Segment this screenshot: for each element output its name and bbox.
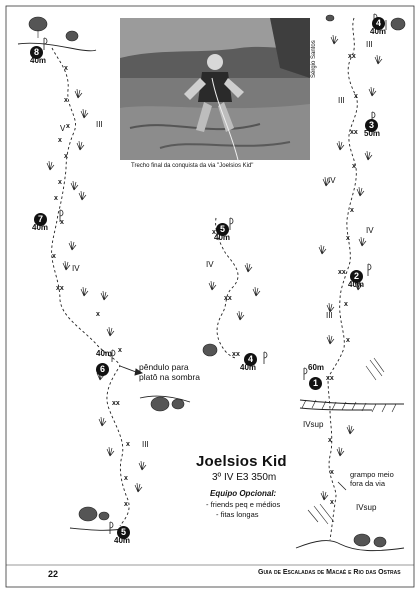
photo-caption: Trecho final da conquista da via "Joelsios Kid" bbox=[131, 163, 254, 169]
climber-photo bbox=[120, 18, 310, 160]
route-grade-summary: 3º IV E3 350m bbox=[212, 472, 277, 483]
bolt-mark: x bbox=[64, 65, 68, 72]
note-line: fora da via bbox=[350, 479, 386, 488]
belay-distance: 50m bbox=[364, 129, 381, 138]
grade-label: III bbox=[326, 311, 333, 320]
bolt-mark: x bbox=[66, 123, 70, 130]
bolt-mark: x bbox=[346, 235, 350, 242]
bolt-mark: x bbox=[344, 301, 348, 308]
grade-label: III bbox=[366, 40, 373, 49]
grade-label: III bbox=[338, 96, 345, 105]
belay-number: 4 bbox=[372, 17, 385, 30]
bolt-note bbox=[350, 470, 394, 488]
bolt-mark: x bbox=[328, 437, 332, 444]
bolt-mark: xx bbox=[326, 375, 334, 382]
belay-number: 8 bbox=[30, 46, 43, 59]
grade-label: IV bbox=[366, 226, 374, 235]
belay-number: 5 bbox=[216, 223, 229, 236]
belay-number: 4 bbox=[244, 353, 257, 366]
bolt-mark: x bbox=[58, 179, 62, 186]
belay-distance: 40m bbox=[30, 56, 47, 65]
grade-label: V bbox=[60, 124, 66, 133]
bolt-mark: x bbox=[212, 229, 216, 236]
bolt-mark: x bbox=[126, 441, 130, 448]
belay-number: 2 bbox=[350, 270, 363, 283]
bolt-mark: x bbox=[330, 469, 334, 476]
bolt-mark: xx bbox=[56, 285, 64, 292]
bolt-mark: x bbox=[236, 351, 240, 358]
belay-number: 1 bbox=[309, 377, 322, 390]
bolt-mark: x bbox=[352, 163, 356, 170]
bolt-mark: x bbox=[58, 137, 62, 144]
bolt-mark: x bbox=[330, 499, 334, 506]
belay-distance: 40m bbox=[214, 233, 231, 242]
belay-distance: 40m bbox=[348, 280, 365, 289]
belay-number: 3 bbox=[365, 119, 378, 132]
belay-distance: 40m bbox=[240, 363, 257, 372]
bolt-mark: xx bbox=[350, 129, 358, 136]
note-line: platô na sombra bbox=[139, 372, 200, 382]
bolt-mark: x bbox=[54, 195, 58, 202]
bolt-mark: x bbox=[118, 347, 122, 354]
belay-distance: 60m bbox=[308, 363, 325, 372]
bolt-mark: x bbox=[124, 501, 128, 508]
route-title: Joelsios Kid bbox=[196, 453, 287, 470]
belay-1 bbox=[309, 373, 322, 391]
grade-label: IVsup bbox=[303, 420, 324, 429]
grade-label: III bbox=[96, 120, 103, 129]
belay-number: 7 bbox=[34, 213, 47, 226]
bolt-mark: xx bbox=[348, 53, 356, 60]
bolt-mark: xx bbox=[338, 269, 346, 276]
equipment-item: - friends peq e médios bbox=[206, 500, 281, 509]
grade-label: IV bbox=[328, 176, 336, 185]
photo-illustration bbox=[120, 18, 310, 160]
guide-title: Guia de Escaladas de Macaé e Rio das Ostras bbox=[258, 569, 401, 576]
belay-distance: 40m bbox=[370, 27, 387, 36]
note-line: pêndulo para bbox=[139, 362, 189, 372]
page-number: 22 bbox=[48, 569, 59, 579]
bolt-mark: x bbox=[124, 475, 128, 482]
bolt-mark: x bbox=[52, 253, 56, 260]
bolt-note-arrow bbox=[338, 482, 346, 490]
belay-number: 5 bbox=[117, 526, 130, 539]
bolt-mark: xx bbox=[112, 400, 120, 407]
belay-number: 6 bbox=[96, 363, 109, 376]
bolt-mark: x bbox=[64, 153, 68, 160]
note-line: grampo meio bbox=[350, 470, 394, 479]
grade-label: IV bbox=[72, 264, 80, 273]
equipment-heading: Equipo Opcional: bbox=[210, 489, 277, 498]
grade-label: IV bbox=[206, 260, 214, 269]
bolt-mark: x bbox=[350, 207, 354, 214]
belay-distance: 40m bbox=[32, 223, 49, 232]
bolt-mark: x bbox=[64, 97, 68, 104]
grade-label: IVsup bbox=[356, 503, 377, 512]
belay-6 bbox=[96, 359, 109, 377]
bolt-mark: x bbox=[346, 337, 350, 344]
belay-distance: 40m bbox=[96, 349, 113, 358]
grade-label: III bbox=[142, 440, 149, 449]
equipment-item: - fitas longas bbox=[216, 510, 259, 519]
bolt-mark: x bbox=[232, 351, 236, 358]
bolt-mark: x bbox=[354, 93, 358, 100]
bolt-mark: x bbox=[96, 311, 100, 318]
bolt-mark: xx bbox=[224, 295, 232, 302]
pendulum-note bbox=[139, 362, 200, 382]
bolt-mark: x bbox=[60, 219, 64, 226]
photo-credit: Sérgio Santos bbox=[311, 40, 317, 78]
belay-distance: 40m bbox=[114, 536, 131, 545]
